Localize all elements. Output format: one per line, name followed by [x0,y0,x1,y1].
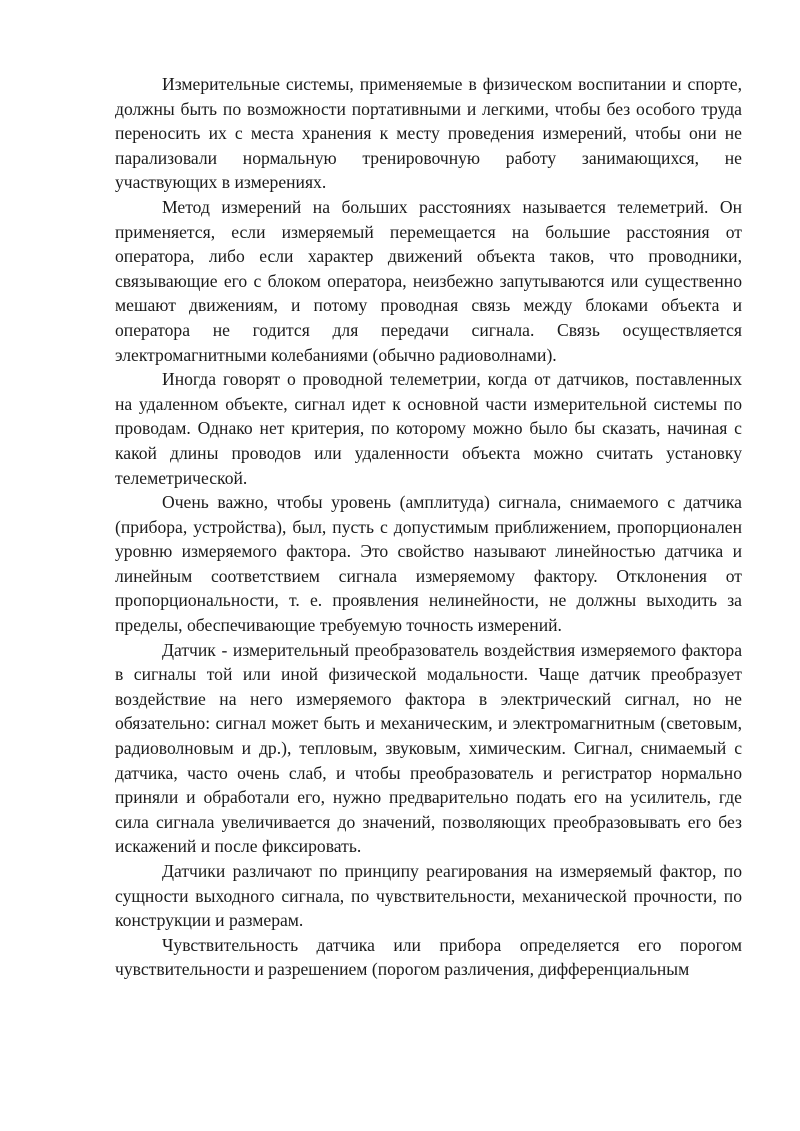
paragraph-measuring-systems: Измерительные системы, применяемые в физическом воспитании и спорте, должны быть по возможности портативными и легкими, чтобы без особого труда переносить их с места хранения к месту проведения измерений, чтобы они не парализовали нормальную тренировочную работу занимающихся, не участвующих в измерениях. [115,74,742,193]
paragraph-linearity: Очень важно, чтобы уровень (амплитуда) сигнала, снимаемого с датчика (прибора, устройства), был, пусть с допустимым приближением, пропорционален уровню измеряемого фактора. Это свойство называют линейностью датчика и линейным соответствием сигнала измеряемому фактору. Отклонения от пропорциональности, т. е. проявления нелинейности, не должны выходить за пределы, обеспечивающие требуемую точность измерений. [115,492,742,636]
paragraph-sensitivity: Чувствительность датчика или прибора определяется его порогом чувствительности и разрешением (порогом различения, дифференциальным [115,934,742,980]
paragraph-wired-telemetry: Иногда говорят о проводной телеметрии, когда от датчиков, поставленных на удаленном объекте, сигнал идет к основной части измерительной системы по проводам. Однако нет критерия, по которому можно было бы сказать, начиная с какой длины проводов или удаленности объекта можно считать установку телеметрической. [115,369,742,488]
paragraph-telemetry-method: Метод измерений на больших расстояниях называется телеметрий. Он применяется, если измеряемый перемещается на большие расстояния от оператора, либо если характер движений объекта таков, что проводники, связывающие его с блоком оператора, неизбежно запутываются или существенно мешают движениям, и потому проводная связь между блоками объекта и оператора не годится для передачи сигнала. Связь осуществляется электромагнитными колебаниями (обычно радиоволнами). [115,196,742,365]
document-page [115,72,742,982]
paragraph-sensor-classification: Датчики различают по принципу реагирования на измеряемый фактор, по сущности выходного сигнала, по чувствительности, механической прочности, по конструкции и размерам. [115,861,742,931]
paragraph-sensor-definition: Датчик - измерительный преобразователь воздействия измеряемого фактора в сигналы той или иной физической модальности. Чаще датчик преобразует воздействие на него измеряемого фактора в электрический сигнал, но не обязательно: сигнал может быть и механическим, и электромагнитным (световым, радиоволновым и др.), тепловым, звуковым, химическим. Сигнал, снимаемый с датчика, часто очень слаб, и чтобы преобразователь и регистратор нормально приняли и обработали его, нужно предварительно подать его на усилитель, где сила сигнала увеличивается до значений, позволяющих преобразовывать его без искажений и после фиксировать. [115,639,742,857]
